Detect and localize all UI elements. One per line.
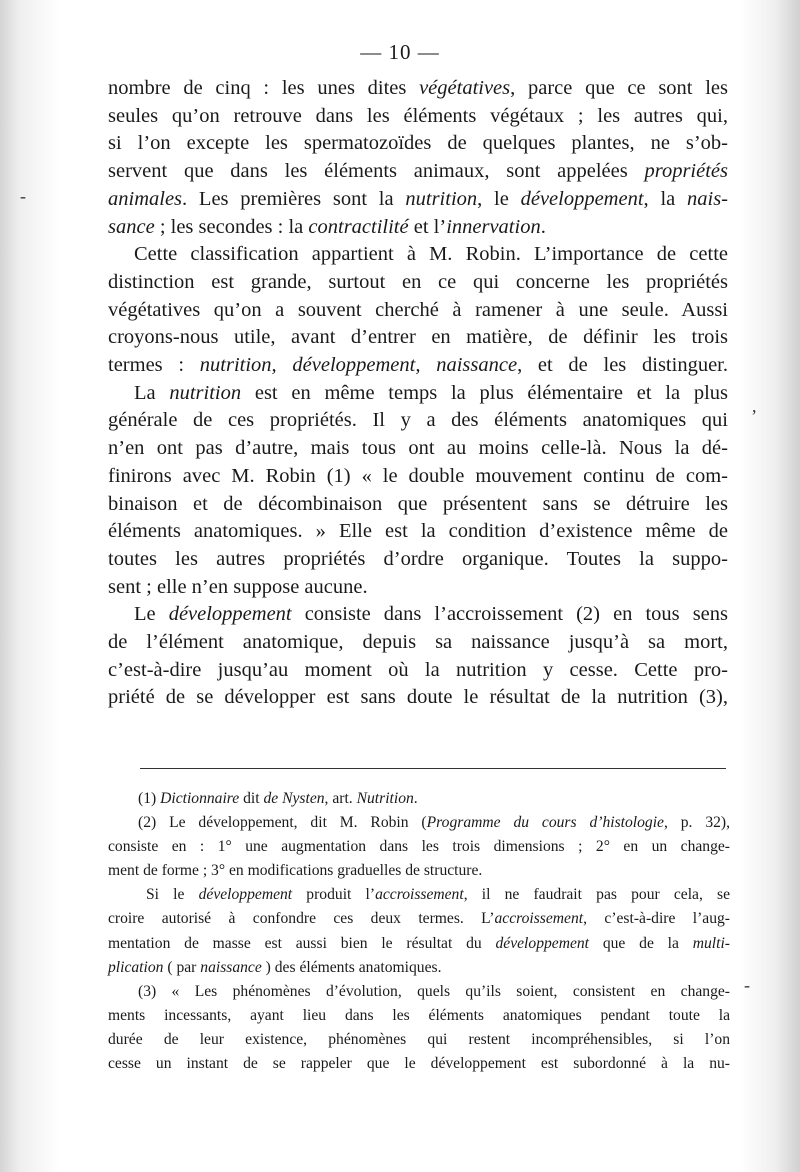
body-line: finirons avec M. Robin (1) « le double mouvement continu de com-: [108, 464, 728, 487]
italic-term: animales: [108, 187, 183, 210]
italic-reference: Programme du cours d’histologie: [426, 814, 664, 832]
body-line: priété de se développer est sans doute le résultat de la nutrition (3),: [108, 686, 728, 709]
body-line: générale de ces propriétés. Il y a des éléments anatomiques qui: [108, 409, 728, 432]
italic-term: développement: [520, 187, 644, 210]
italic-term: végétatives: [419, 77, 511, 99]
footnote-line: (3) « Les phénomènes d’évolution, quels qu’ils soient, consistent en change-: [138, 982, 730, 1000]
italic-reference: accroissement: [494, 910, 584, 928]
body-line: si l’on excepte les spermatozoïdes de quelques plantes, ne s’ob-: [108, 132, 728, 155]
body-line: servent que dans les éléments animaux, sont appelées propriétés: [108, 160, 728, 183]
body-line: animales. Les premières sont la nutrition, le développement, la nais-: [108, 187, 728, 210]
footnote-line: (2) Le développement, dit M. Robin (Programme du cours d’histologie, p. 32),: [138, 814, 730, 832]
body-line: de l’élément anatomique, depuis sa naissance jusqu’à sa mort,: [108, 631, 728, 654]
margin-mark-right-lower: -: [744, 975, 750, 995]
body-line: nombre de cinq : les unes dites végétatives, parce que ce sont les: [108, 77, 728, 99]
page-number: — 10 —: [360, 40, 440, 64]
italic-reference: Dictionnaire: [160, 790, 240, 807]
margin-mark-right-upper: ,: [752, 396, 757, 416]
body-line: termes : nutrition, développement, naissance, et de les distinguer.: [108, 354, 728, 377]
footnote-line: durée de leur existence, phénomènes qui restent incompréhensibles, si l’on: [108, 1030, 730, 1048]
body-line: végétatives qu’on a souvent cherché à ramener à une seule. Aussi: [108, 298, 728, 321]
body-line: binaison et de décombinaison que présentent sans se détruire les: [108, 492, 728, 515]
italic-term: innervation: [446, 215, 541, 238]
margin-mark-left: -: [20, 186, 26, 206]
italic-term: nutrition: [169, 381, 242, 404]
footnote-line: ment de forme ; 3° en modifications graduelles de structure.: [108, 862, 483, 880]
body-line: c’est-à-dire jusqu’au moment où la nutrition y cesse. Cette pro-: [108, 658, 728, 681]
italic-term: sance: [108, 215, 155, 238]
footnote-line: consiste en : 1° une augmentation dans les trois dimensions ; 2° en un change-: [108, 838, 730, 856]
italic-term: contractilité: [308, 215, 409, 238]
italic-term: nutrition, développement, naissance: [199, 354, 518, 377]
body-line: croyons-nous utile, avant d’entrer en matière, de définir les trois: [108, 326, 728, 349]
footnote-line: croire autorisé à confondre ces deux termes. L’accroissement, c’est-à-dire l’aug-: [108, 910, 730, 928]
body-text: [108, 75, 728, 712]
footnote-line: ments incessants, ayant lieu dans les éléments anatomiques pendant toute la: [108, 1006, 730, 1024]
footnote-line: mentation de masse est aussi bien le résultat du développement que de la multi-: [108, 934, 730, 952]
italic-term: nutrition: [405, 187, 478, 210]
italic-reference: Nutrition: [356, 790, 414, 807]
footnote-separator: [140, 768, 726, 769]
italic-term: propriétés: [644, 160, 728, 183]
body-line: Cette classification appartient à M. Robin. L’importance de cette: [134, 243, 728, 266]
italic-reference: accroissement: [375, 886, 464, 904]
footnote-line: (1) Dictionnaire dit de Nysten, art. Nutrition.: [138, 790, 418, 807]
body-line: toutes les autres propriétés d’ordre organique. Toutes la suppo-: [108, 547, 728, 570]
italic-reference: développement: [495, 934, 590, 952]
footnote-line: Si le développement produit l’accroissement, il ne faudrait pas pour cela, se: [146, 886, 731, 904]
body-line: sent ; elle n’en suppose aucune.: [108, 575, 368, 598]
body-line: Le développement consiste dans l’accroissement (2) en tous sens: [134, 603, 728, 626]
italic-reference: naissance: [200, 958, 262, 976]
body-line: seules qu’on retrouve dans les éléments végétaux ; les autres qui,: [108, 104, 728, 127]
italic-term: développement: [168, 603, 292, 626]
body-line: n’en ont pas d’autre, mais tous ont au moins celle-là. Nous la dé-: [108, 437, 728, 460]
italic-reference: multi-: [692, 934, 730, 952]
italic-reference: développement: [198, 886, 293, 904]
italic-reference: de Nysten: [263, 790, 325, 807]
footnotes: [108, 787, 730, 1076]
footnote-line: cesse un instant de se rappeler que le développement est subordonné à la nu-: [108, 1055, 730, 1073]
body-line: sance ; les secondes : la contractilité et l’innervation.: [108, 215, 546, 238]
footnote-line: plication ( par naissance ) des éléments anatomiques.: [108, 958, 442, 976]
body-line: La nutrition est en même temps la plus élémentaire et la plus: [134, 381, 728, 404]
body-line: distinction est grande, surtout en ce qui concerne les propriétés: [108, 270, 728, 293]
italic-term: nais-: [687, 187, 728, 210]
body-line: éléments anatomiques. » Elle est la condition d’existence même de: [108, 520, 728, 543]
italic-reference: plication: [108, 958, 164, 976]
